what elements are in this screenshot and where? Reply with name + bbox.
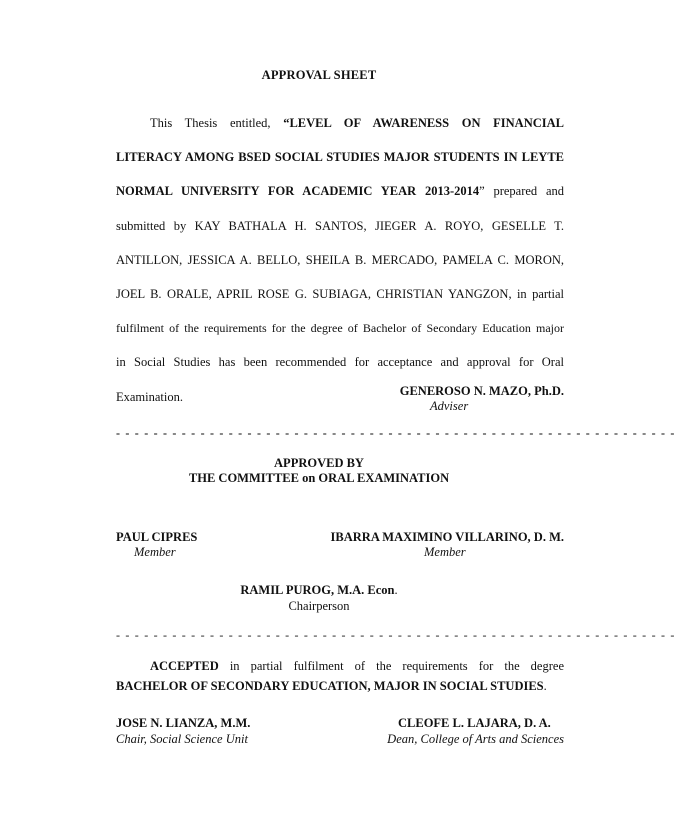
paragraph-line: Examination. [116, 389, 183, 404]
chairperson-role: Chairperson [288, 599, 350, 613]
paragraph-line: submitted by KAY BATHALA H. SANTOS, JIEGER A. ROYO, GESELLE T. [116, 218, 564, 233]
acceptance-text: . [543, 679, 547, 693]
page-title: APPROVAL SHEET [261, 68, 377, 82]
thesis-title-text: LITERACY AMONG BSED SOCIAL STUDIES MAJOR STUDENTS IN LEYTE [116, 150, 564, 165]
approved-by-heading: APPROVED BY [274, 456, 364, 470]
paragraph-text: This Thesis entitled, [150, 116, 284, 130]
paragraph-line: JOEL B. ORALE, APRIL ROSE G. SUBIAGA, CHRISTIAN YANGZON, in partial [116, 286, 564, 301]
paragraph-text: ” prepared and [479, 184, 564, 199]
paragraph-line [116, 106, 564, 140]
paragraph-line [116, 174, 564, 208]
member2-role: Member [424, 545, 466, 559]
chairperson-name: RAMIL PUROG, M.A. Econ [240, 583, 395, 597]
dean-name: CLEOFE L. LAJARA, D. A. [398, 716, 551, 730]
paragraph-line: in Social Studies has been recommended for acceptance and approval for Oral [116, 355, 564, 370]
paragraph-line [116, 140, 564, 174]
member1-role: Member [134, 545, 176, 559]
accepted-keyword: ACCEPTED [150, 659, 219, 673]
dean-role: Dean, College of Arts and Sciences [387, 732, 564, 746]
chair-role: Chair, Social Science Unit [116, 732, 248, 746]
adviser-name: GENEROSO N. MAZO, Ph.D. [399, 384, 564, 398]
chairperson-name-suffix: . [394, 583, 398, 597]
approval-paragraph [116, 106, 564, 414]
paragraph-line: fulfilment of the requirements for the degree of Bachelor of Secondary Education major [116, 321, 564, 336]
chair-name: JOSE N. LIANZA, M.M. [116, 716, 251, 730]
acceptance-paragraph [116, 656, 564, 696]
thesis-title-text: NORMAL UNIVERSITY FOR ACADEMIC YEAR 2013-2014 [116, 184, 480, 199]
committee-heading: THE COMMITTEE on ORAL EXAMINATION [188, 471, 450, 485]
acceptance-line [116, 656, 564, 676]
separator-line: - - - - - - - - - - - - - - - - - - - - - - - - - - - - - - - - - - - - - - - - - - - - - - - - - - - - - - - - - - - - [116, 426, 676, 440]
separator-line: - - - - - - - - - - - - - - - - - - - - - - - - - - - - - - - - - - - - - - - - - - - - - - - - - - - - - - - - - - - - [116, 628, 676, 642]
acceptance-text: in partial fulfilment of the requirements for the degree [218, 659, 564, 673]
member2-name: IBARRA MAXIMINO VILLARINO, D. M. [330, 530, 564, 544]
thesis-title-text: “LEVEL OF AWARENESS ON FINANCIAL [283, 116, 564, 130]
member1-name: PAUL CIPRES [116, 530, 198, 544]
acceptance-line [116, 676, 564, 696]
adviser-role: Adviser [430, 399, 469, 413]
paragraph-line: ANTILLON, JESSICA A. BELLO, SHEILA B. MERCADO, PAMELA C. MORON, [116, 252, 564, 267]
degree-name: BACHELOR OF SECONDARY EDUCATION, MAJOR IN SOCIAL STUDIES [116, 679, 544, 693]
chairperson-name-line [0, 583, 638, 598]
